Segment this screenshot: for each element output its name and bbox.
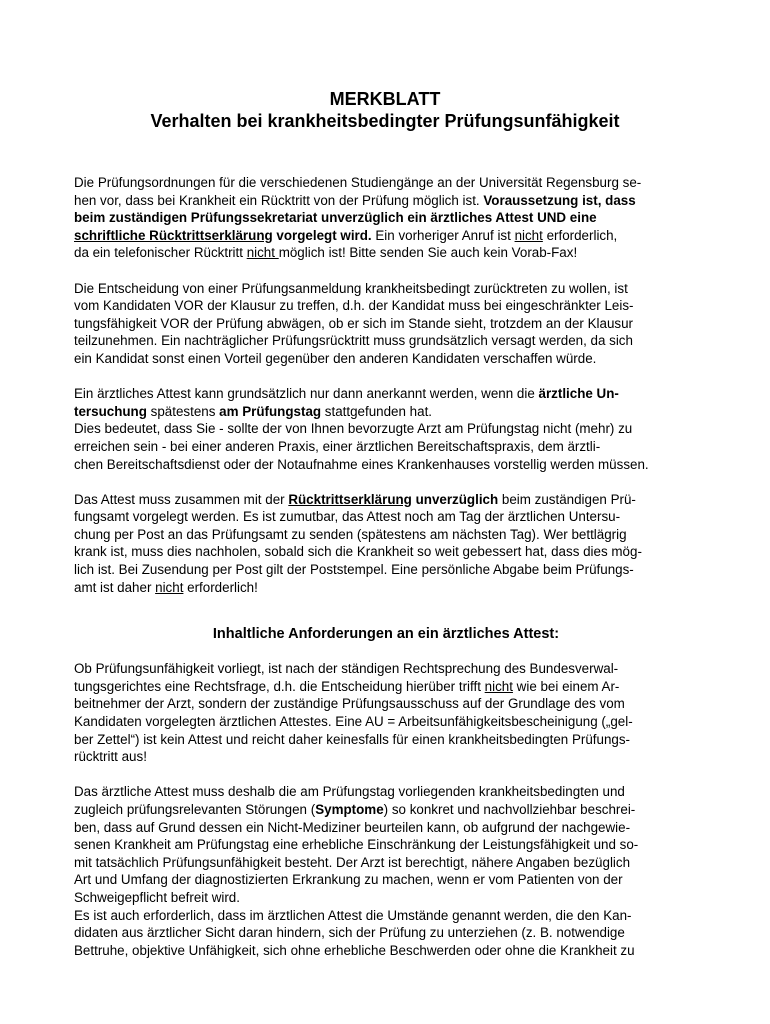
text-run: beim zuständigen Prü-	[498, 491, 636, 507]
paragraph-symptoms	[74, 783, 698, 959]
paragraph-submission	[74, 491, 698, 597]
text-line: ben, dass auf Grund dessen ein Nicht-Mediziner beurteilen kann, ob aufgrund der nachgewie-	[74, 819, 631, 835]
text-run: da ein telefonischer Rücktritt	[74, 245, 247, 261]
text-line: rücktritt aus!	[74, 749, 147, 765]
document-body	[74, 174, 698, 959]
text-line: Schweigepflicht befreit wird.	[74, 889, 240, 905]
text-line: didaten aus ärztlicher Sicht daran hindern, sich der Prüfung zu unterziehen (z. B. notwendige	[74, 925, 625, 941]
text-line: teilzunehmen. Ein nachträglicher Prüfungsrücktritt muss grundsätzlich versagt werden, da sich	[74, 333, 633, 349]
text-run: zugleich prüfungsrelevanten Störungen (	[74, 802, 316, 817]
text-run: spätestens	[146, 403, 220, 419]
text-line: beitnehmer der Arzt, sondern der zuständige Prüfungsausschuss auf der Grundlage des vom	[74, 696, 625, 712]
text-line: beim zuständigen Prüfungssekretariat unverzüglich ein ärztliches Attest UND eine	[74, 210, 597, 226]
text-line: Ob Prüfungsunfähigkeit vorliegt, ist nach der ständigen Rechtsprechung des Bundesverwal-	[74, 661, 619, 677]
text-line: Die Entscheidung von einer Prüfungsanmeldung krankheitsbedingt zurücktreten zu wollen, ist	[74, 280, 628, 296]
text-line: krank ist, muss dies nachholen, sobald sich die Krankheit so weit gebessert hat, dass dies mög-	[74, 544, 642, 560]
text-line: Art und Umfang der diagnostizierten Erkrankung zu machen, wenn er vom Patienten von der	[74, 872, 623, 888]
paragraph-intro	[74, 174, 698, 262]
page-subtitle: Verhalten bei krankheitsbedingter Prüfungsunfähigkeit	[150, 111, 620, 131]
paragraph-examination	[74, 385, 698, 473]
text-run: Ein vorheriger Anruf ist	[371, 227, 515, 243]
text-run: erforderlich!	[183, 579, 258, 595]
text-line	[74, 491, 698, 509]
text-line	[74, 227, 698, 245]
paragraph-decision	[74, 280, 698, 368]
bold-text: am Prüfungstag	[219, 403, 322, 419]
bold-text: unverzüglich	[411, 491, 499, 507]
text-line: fungsamt vorgelegt werden. Es ist zumutbar, das Attest noch am Tag der ärztlichen Untersu-	[74, 509, 621, 525]
text-line: Es ist auch erforderlich, dass im ärztlichen Attest die Umstände genannt werden, die den Kan-	[74, 907, 632, 923]
text-line: Die Prüfungsordnungen für die verschiedenen Studiengänge an der Universität Regensburg se-	[74, 175, 642, 190]
text-run: Das Attest muss zusammen mit der	[74, 491, 289, 507]
text-run: Ein ärztliches Attest kann grundsätzlich nur dann anerkannt werden, wenn die	[74, 386, 539, 402]
bold-underlined-text: Rücktrittserklärung	[288, 491, 412, 507]
text-line	[74, 244, 698, 262]
page-title: MERKBLATT	[329, 89, 441, 109]
text-line: senen Krankheit am Prüfungstag eine erhebliche Einschränkung der Leistungsfähigkeit und so-	[74, 837, 639, 853]
underlined-text: nicht	[514, 227, 543, 243]
text-line: Bettruhe, objektive Unfähigkeit, sich ohne erhebliche Beschwerden oder ohne die Krankheit zu	[74, 942, 635, 958]
text-line: erreichen sein - bei einer anderen Praxis, einer ärztlichen Bereitschaftspraxis, dem ärztli-	[74, 438, 601, 454]
text-run: wie bei einem Ar-	[512, 678, 620, 694]
text-line	[74, 403, 698, 421]
text-run: amt ist daher	[74, 579, 156, 595]
bold-underlined-text: schriftliche Rücktrittserklärung	[74, 227, 273, 243]
text-line: Dies bedeutet, dass Sie - sollte der von Ihnen bevorzugte Arzt am Prüfungstag nicht (mehr) zu	[74, 421, 633, 437]
bold-text: tersuchung	[74, 403, 147, 419]
text-line: chen Bereitschaftsdienst oder der Notaufnahme eines Krankenhauses vorstellig werden müssen.	[74, 456, 649, 472]
text-line	[74, 192, 698, 210]
text-line: tungsfähigkeit VOR der Prüfung abwägen, ob er sich im Stande sieht, trotzdem an der Klausur	[74, 315, 633, 331]
bold-text: Symptome	[315, 802, 384, 817]
text-line: ein Kandidat sonst einen Vorteil gegenüber den anderen Kandidaten verschaffen würde.	[74, 350, 597, 366]
bold-text: ärztliche Un-	[538, 386, 619, 402]
bold-text: vorgelegt wird.	[272, 227, 372, 243]
text-line: lich ist. Bei Zusendung per Post gilt der Poststempel. Eine persönliche Abgabe beim Prüfungs-	[74, 562, 634, 578]
text-line: Das ärztliche Attest muss deshalb die am Prüfungstag vorliegenden krankheitsbedingten und	[74, 784, 625, 800]
underlined-text: nicht	[246, 245, 279, 261]
text-run: hen vor, dass bei Krankheit ein Rücktritt von der Prüfung möglich ist.	[74, 192, 484, 208]
text-line: ber Zettel“) ist kein Attest und reicht daher keinesfalls für einen krankheitsbedingten Prüfungs-	[74, 731, 631, 747]
text-line	[74, 579, 698, 597]
text-line	[74, 385, 698, 403]
text-run: ) so konkret und nachvollziehbar beschrei-	[383, 802, 636, 817]
text-line: vom Kandidaten VOR der Klausur zu treffen, d.h. der Kandidat muss bei eingeschränkter Leis-	[74, 298, 634, 314]
underlined-text: nicht	[484, 678, 513, 694]
underlined-text: nicht	[155, 579, 184, 595]
title-block	[0, 88, 770, 132]
text-run: erforderlich,	[542, 227, 618, 243]
text-line: chung per Post an das Prüfungsamt zu senden (spätestens am nächsten Tag). Wer bettlägrig	[74, 526, 627, 542]
bold-text: Voraussetzung ist, dass	[483, 192, 636, 208]
text-run: tungsgerichtes eine Rechtsfrage, d.h. die Entscheidung hierüber trifft	[74, 678, 485, 694]
text-line	[74, 801, 698, 819]
text-line: mit tatsächlich Prüfungsunfähigkeit besteht. Der Arzt ist berechtigt, nähere Angaben bezüglich	[74, 854, 631, 870]
text-run: möglich ist! Bitte senden Sie auch kein Vorab-Fax!	[278, 245, 578, 261]
text-line	[74, 678, 698, 696]
paragraph-legal	[74, 660, 698, 766]
section-heading: Inhaltliche Anforderungen an ein ärztliches Attest:	[212, 626, 560, 643]
text-line: Kandidaten vorgelegten ärztlichen Attestes. Eine AU = Arbeitsunfähigkeitsbescheinigung („gel-	[74, 714, 633, 730]
text-run: stattgefunden hat.	[321, 403, 433, 419]
